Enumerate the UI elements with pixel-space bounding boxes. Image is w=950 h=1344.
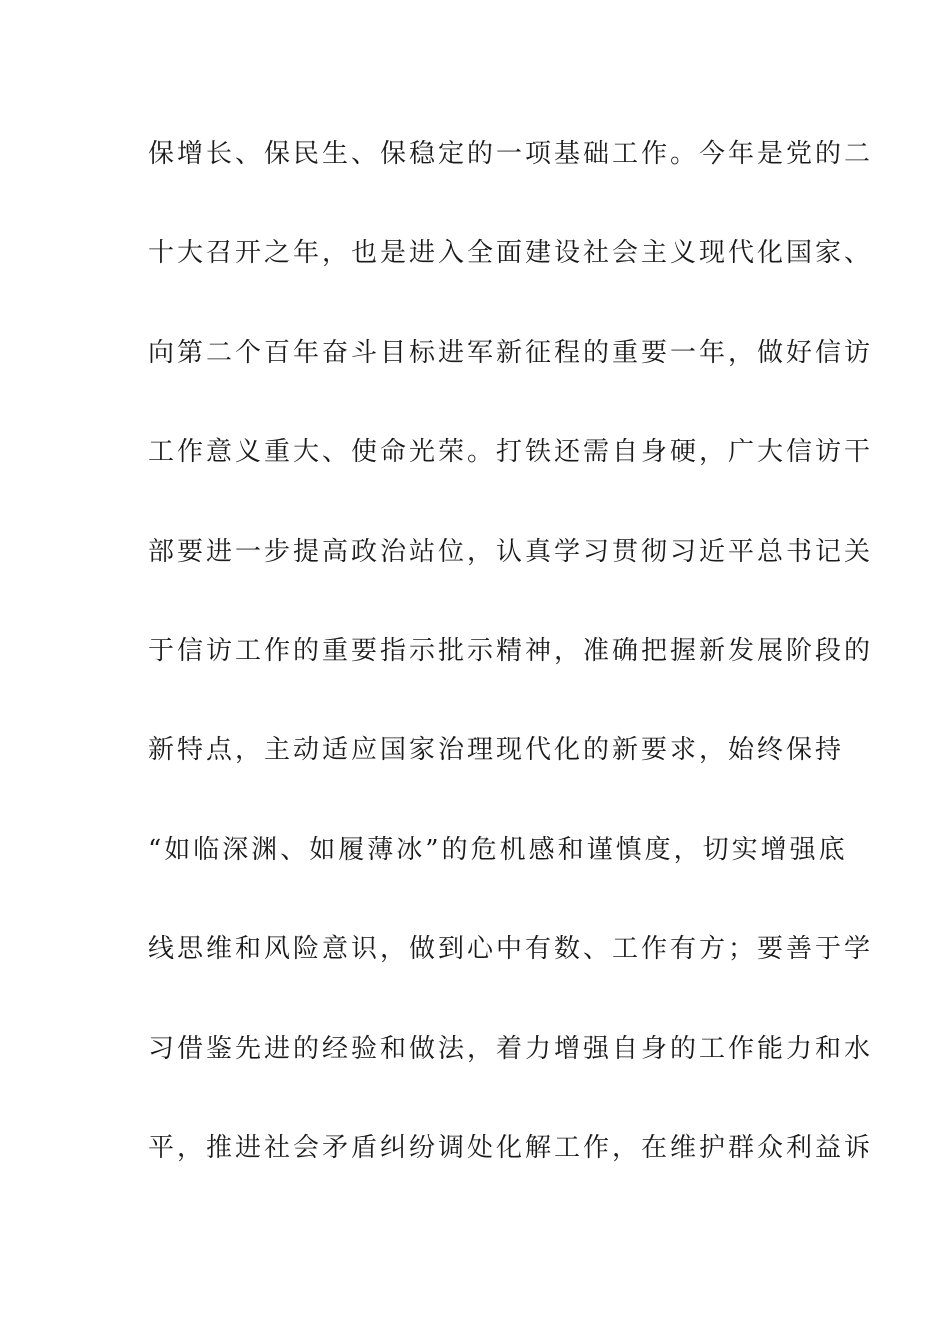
body-text xyxy=(148,126,874,1219)
text-line-7: 新特点，主动适应国家治理现代化的新要求，始终保持 xyxy=(148,735,845,766)
text-line-3: 向第二个百年奋斗目标进军新征程的重要一年，做好信访 xyxy=(148,337,874,368)
text-line-10: 习借鉴先进的经验和做法，着力增强自身的工作能力和水 xyxy=(148,1033,874,1064)
text-line-8: “如临深渊、如履薄冰”的危机感和谨慎度，切实增强底 xyxy=(148,834,848,865)
text-line-11: 平，推进社会矛盾纠纷调处化解工作，在维护群众利益诉 xyxy=(148,1132,874,1163)
text-line-9: 线思维和风险意识，做到心中有数、工作有方；要善于学 xyxy=(148,934,874,965)
text-line-6: 于信访工作的重要指示批示精神，准确把握新发展阶段的 xyxy=(148,635,874,666)
text-line-1: 保增长、保民生、保稳定的一项基础工作。今年是党的二 xyxy=(148,139,874,169)
text-line-2: 十大召开之年，也是进入全面建设社会主义现代化国家、 xyxy=(148,238,874,269)
text-line-5: 部要进一步提高政治站位，认真学习贯彻习近平总书记关 xyxy=(148,536,874,567)
text-line-4: 工作意义重大、使命光荣。打铁还需自身硬，广大信访干 xyxy=(148,437,874,468)
